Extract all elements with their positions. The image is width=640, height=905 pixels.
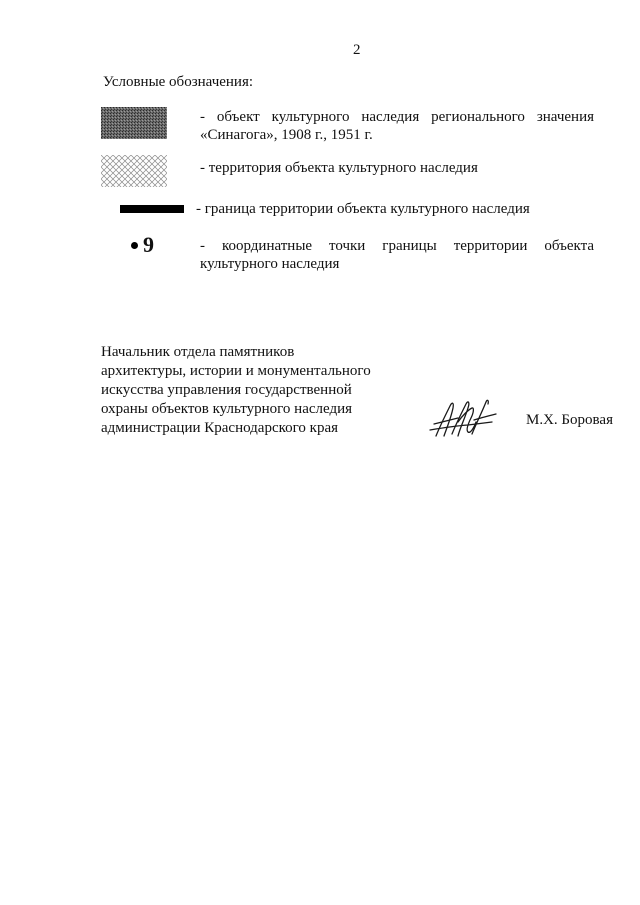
legend-text-heritage-object (200, 108, 594, 144)
legend-symbol-territory (101, 155, 167, 187)
position-line: охраны объектов культурного наследия (101, 401, 353, 417)
legend-text-line: - координатные точки границы территории объекта (200, 238, 594, 254)
point-marker-label: 9 (143, 232, 154, 257)
handwritten-signature (428, 396, 498, 442)
point-dot-icon (131, 242, 138, 249)
position-line: администрации Краснодарского края (101, 420, 339, 436)
position-line: искусства управления государственной (101, 382, 352, 398)
legend-symbol-coordinate-point (131, 232, 154, 258)
signatory-position (101, 343, 421, 438)
position-line: Начальник отдела памятников (101, 344, 295, 360)
legend-text-line: культурного наследия (200, 256, 340, 272)
legend-text-territory: - территория объекта культурного наследия (200, 160, 478, 176)
legend-text-line: «Синагога», 1908 г., 1951 г. (200, 127, 373, 143)
legend-text-coordinate-points (200, 237, 594, 273)
page-number: 2 (353, 42, 361, 58)
legend-symbol-heritage-object (101, 107, 167, 139)
legend-text-line: - объект культурного наследия регионального значения (200, 109, 594, 125)
legend-title: Условные обозначения: (103, 74, 254, 90)
position-line: архитектуры, истории и монументального (101, 363, 371, 379)
legend-symbol-boundary-line (120, 205, 184, 213)
legend-text-boundary: - граница территории объекта культурного наследия (196, 201, 530, 217)
signer-name: М.Х. Боровая (526, 412, 613, 428)
